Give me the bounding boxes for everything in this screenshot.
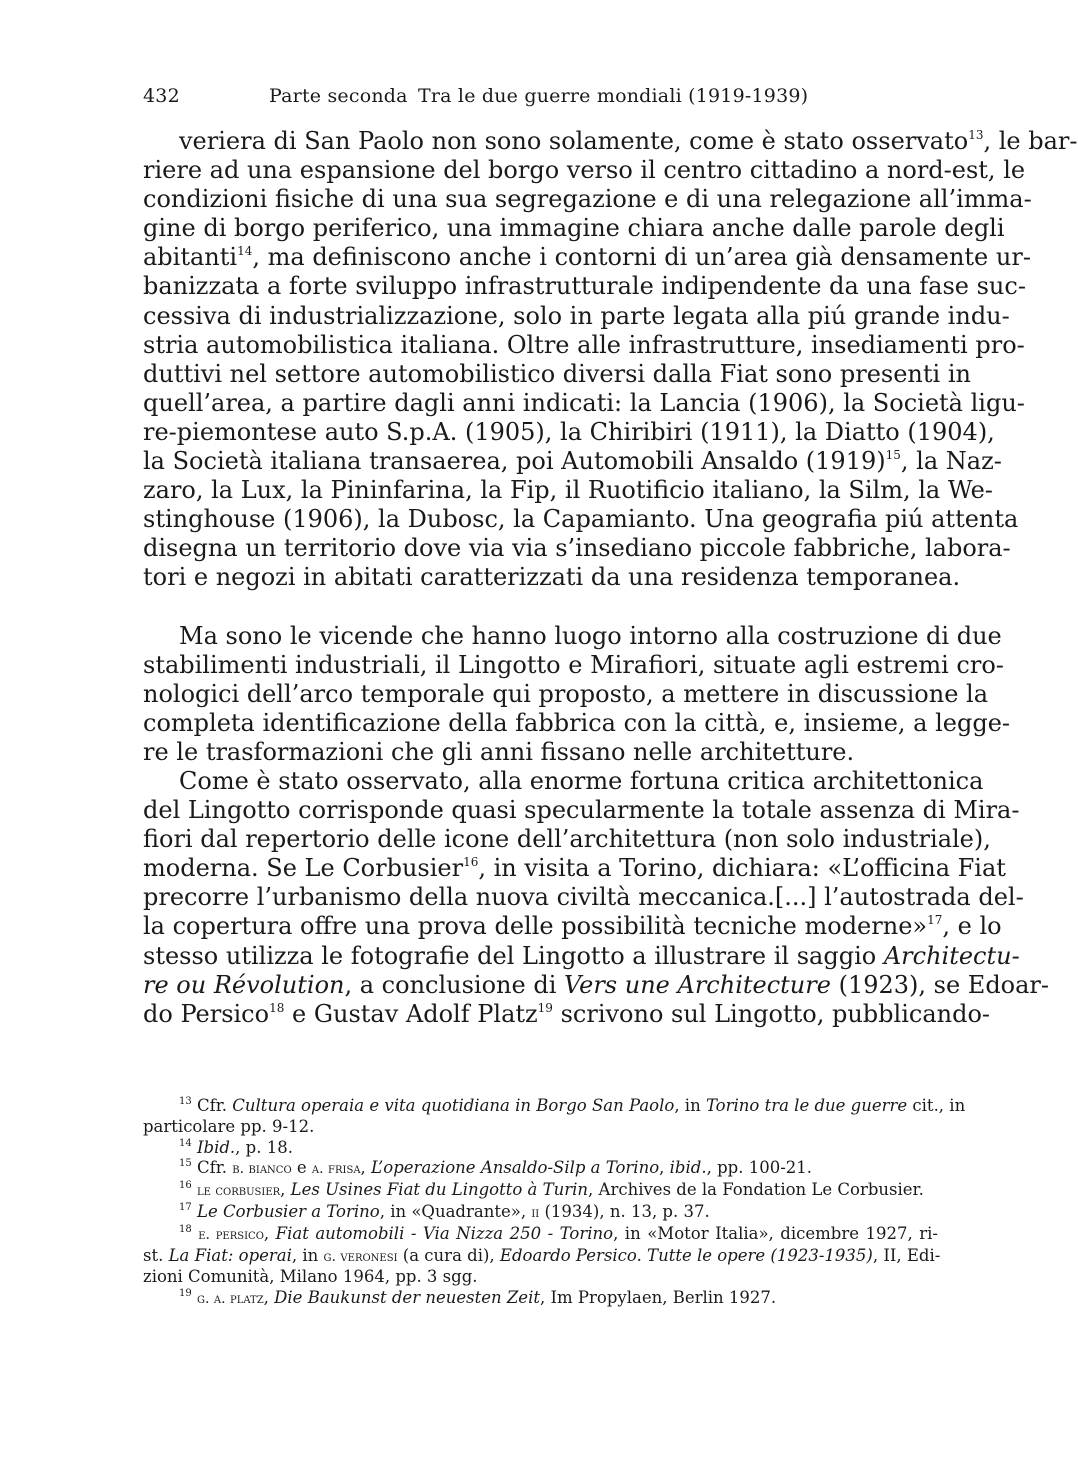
text-line: la Società italiana transaerea, poi Automobili Ansaldo $(1919)^{15}$, la Naz- bbox=[143, 447, 1002, 476]
text-line: del Lingotto corrisponde quasi specularmente la totale assenza di Mira- bbox=[143, 796, 1020, 825]
text-line: do Persico$^{18}$ e Gustav Adolf Platz$^{19}$ scrivono sul Lingotto, pubblicando- bbox=[143, 999, 991, 1028]
text-line: disegna un territorio dove via via s’insediano piccole fabbriche, labora- bbox=[143, 534, 1011, 563]
header-part: Parte seconda bbox=[269, 85, 408, 107]
footnote-18: $^{18}$ e. persico, Fiat automobili - Via Nizza 250 - Torino, in «Motor Italia», dicembre 1927, ri- bbox=[179, 1223, 938, 1243]
text-line: completa identificazione della fabbrica con la città, e, insieme, a legge- bbox=[143, 708, 1011, 737]
text-line: la copertura offre una prova delle possibilità tecniche moderne»$^{17}$, e lo bbox=[143, 912, 1002, 941]
text-line: veriera di San Paolo non sono solamente, come è stato osservato$^{13}$, le bar- bbox=[179, 127, 1078, 155]
running-header bbox=[143, 85, 933, 115]
footnote-13: $^{13}$ Cfr. Cultura operaia e vita quotidiana in Borgo San Paolo, in Torino tra le due guerre cit., in bbox=[179, 1096, 966, 1115]
text-line: quell’area, a partire dagli anni indicati: la Lancia (1906), la Società ligu- bbox=[143, 388, 1025, 417]
footnote-14: $^{14}$ Ibid., p. 18. bbox=[179, 1137, 293, 1157]
text-line: stinghouse (1906), la Dubosc, la Capamianto. Una geografia piú attenta bbox=[143, 505, 1019, 534]
text-line: abitanti$^{14}$, ma definiscono anche i contorni di un’area già densamente ur- bbox=[143, 243, 1031, 272]
footnote-16: $^{16}$ le corbusier, Les Usines Fiat du Lingotto à Turin, Archives de la Fondation Le Corbusier. bbox=[179, 1180, 924, 1200]
footnotes bbox=[143, 1096, 966, 1310]
footnote-ref: 19 bbox=[537, 1000, 553, 1015]
text-line: fiori dal repertorio delle icone dell’architettura (non solo industriale), bbox=[143, 825, 991, 854]
footnote-19: $^{19}$ g. a. platz, Die Baukunst der neuesten Zeit, Im Propylaen, Berlin 1927. bbox=[179, 1288, 777, 1308]
footnote-ref: 15 bbox=[885, 448, 901, 463]
footnote-18-cont: zioni Comunità, Milano 1964, pp. 3 sgg. bbox=[143, 1267, 478, 1287]
text-line: stabilimenti industriali, il Lingotto e Mirafiori, situate agli estremi cro- bbox=[143, 650, 1004, 679]
paragraph-gap bbox=[143, 593, 938, 622]
text-line: stesso utilizza le fotografie del Lingotto a illustrare il saggio Architectu- bbox=[143, 941, 1020, 970]
text-line: banizzata a forte sviluppo infrastrutturale indipendente da una fase suc- bbox=[143, 272, 1026, 301]
footnote-ref: 18 bbox=[269, 1000, 285, 1015]
footnote-13-cont: particolare pp. 9-12. bbox=[143, 1116, 315, 1136]
paragraph-3 bbox=[143, 766, 1050, 1029]
text-line: cessiva di industrializzazione, solo in parte legata alla piú grande indu- bbox=[143, 301, 1010, 330]
text-line: tori e negozi in abitati caratterizzati da una residenza temporanea. bbox=[143, 563, 961, 592]
page-number: 432 bbox=[143, 85, 180, 107]
text-line: zaro, la Lux, la Pininfarina, la Fip, il Ruotificio italiano, la Silm, la We- bbox=[143, 476, 993, 505]
footnote-18-cont: st. La Fiat: operai, in g. veronesi (a cura di), Edoardo Persico. Tutte le opere (1923-1935), II, Edi- bbox=[143, 1245, 941, 1265]
footnote-ref: 14 bbox=[237, 244, 253, 259]
text-line: Come è stato osservato, alla enorme fortuna critica architettonica bbox=[179, 766, 984, 795]
text-line: re-piemontese auto S.p.A. (1905), la Chiribiri (1911), la Diatto (1904), bbox=[143, 417, 995, 446]
paragraph-1 bbox=[143, 127, 1078, 593]
text-line: precorre l’urbanismo della nuova civiltà meccanica.[...] l’autostrada del- bbox=[143, 883, 1024, 912]
footnote-15: $^{15}$ Cfr. b. bianco e a. frisa, L’operazione Ansaldo-Silp a Torino, ibid., pp. 100-21. bbox=[179, 1158, 813, 1178]
text-line: re le trasformazioni che gli anni fissano nelle architetture. bbox=[143, 737, 855, 766]
main-text bbox=[143, 127, 1078, 1029]
text-line: re ou Révolution, a conclusione di Vers une Architecture (1923), se Edoar- bbox=[143, 970, 1050, 999]
footnote-ref: 16 bbox=[463, 855, 479, 870]
footnote-17: $^{17}$ Le Corbusier a Torino, in «Quadrante», ii (1934), n. 13, p. 37. bbox=[179, 1201, 710, 1221]
text-line: nologici dell’arco temporale qui proposto, a mettere in discussione la bbox=[143, 679, 989, 708]
text-line: duttivi nel settore automobilistico diversi dalla Fiat sono presenti in bbox=[143, 359, 971, 388]
text-line: moderna. Se Le Corbusier$^{16}$, in visita a Torino, dichiara: «L’officina Fiat bbox=[143, 854, 1006, 883]
footnote-ref: 17 bbox=[927, 913, 943, 928]
text-line: Ma sono le vicende che hanno luogo intorno alla costruzione di due bbox=[179, 621, 1002, 650]
text-line: condizioni fisiche di una sua segregazione e di una relegazione all’imma- bbox=[143, 185, 1032, 214]
text-line: stria automobilistica italiana. Oltre alle infrastrutture, insediamenti pro- bbox=[143, 330, 1025, 359]
text-line: gine di borgo periferico, una immagine chiara anche dalle parole degli bbox=[143, 214, 1005, 243]
footnote-ref: 13 bbox=[968, 128, 984, 142]
text-line: riere ad una espansione del borgo verso il centro cittadino a nord-est, le bbox=[143, 156, 1026, 185]
paragraph-2 bbox=[143, 621, 1011, 767]
header-section-title: Tra le due guerre mondiali (1919-1939) bbox=[418, 85, 809, 107]
